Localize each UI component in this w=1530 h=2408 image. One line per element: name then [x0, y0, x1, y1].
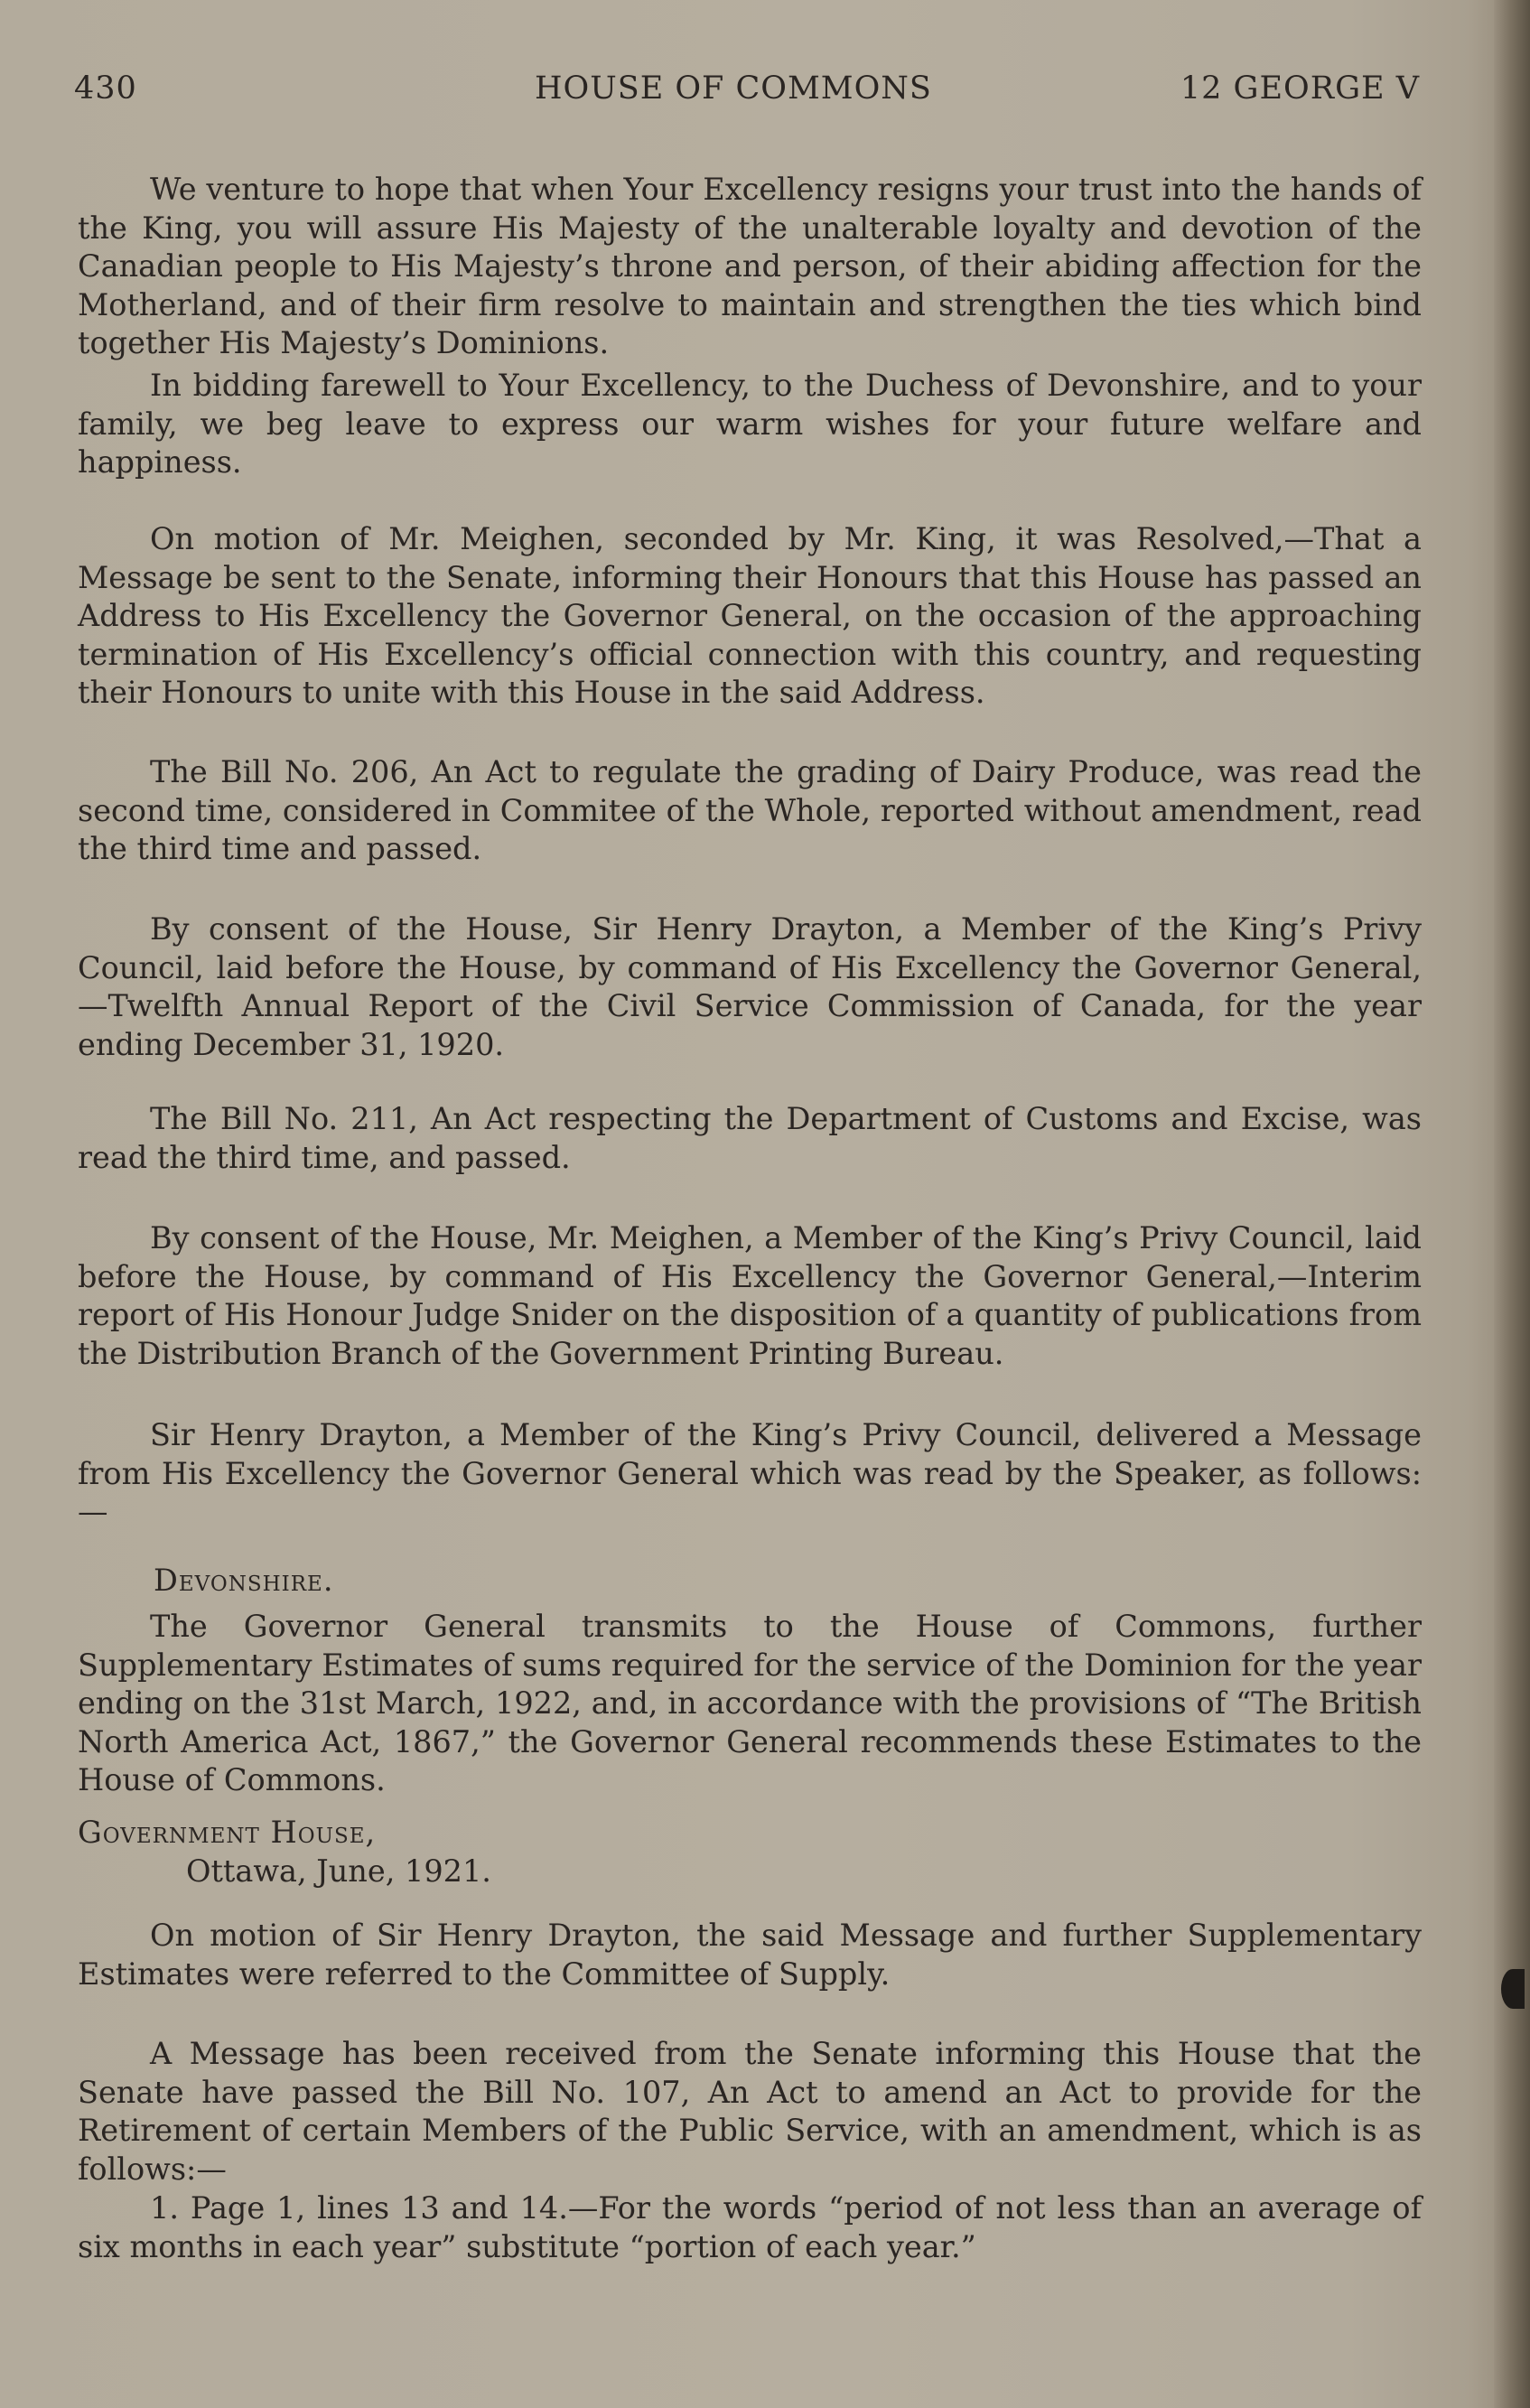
address-paragraph-farewell: In bidding farewell to Your Excellency, to the Duchess of Devonshire, and to your family, we beg leave to express our warm wishes for your future welfare and happiness.: [78, 368, 1422, 480]
signature-devonshire: Devonshire.: [154, 1563, 334, 1598]
supplementary-estimates-paragraph: The Governor General transmits to the House of Commons, further Supplementary Estimates of sums required for the service of the Dominion for the year ending on the 31st March, 1922, and, in accordance with the provisions of “The British North America Act, 1867,” the Governor General recommends these Estimates to the House of Commons.: [78, 1609, 1422, 1797]
amendment-paragraph: 1. Page 1, lines 13 and 14.—For the words “period of not less than an average of six months in each year” substitute “portion of each year.”: [78, 2190, 1422, 2264]
interim-report-paragraph: By consent of the House, Mr. Meighen, a Member of the King’s Privy Council, laid before the House, by command of His Excellency the Governor General,—Interim report of His Honour Judge Snider on the disposition of a quantity of publications from the Distribution Branch of the Government Printing Bureau.: [78, 1220, 1422, 1371]
motion-message-to-senate: On motion of Mr. Meighen, seconded by Mr. King, it was Resolved,—That a Message be sent to the Senate, informing their Honours that this House has passed an Address to His Excellency the Governor General, on the occasion of the approaching termination of His Excellency’s official connection with this country, and requesting their Honours to unite with this House in the said Address.: [78, 521, 1422, 710]
place-government-house: Government House,: [78, 1815, 377, 1850]
address-paragraph-loyalty: We venture to hope that when Your Excellency resigns your trust into the hands of the King, you will assure His Majesty of the unalterable loyalty and devotion of the Canadian people to His Majesty’s throne and person, of their abiding affection for the Motherland, and of their firm resolve to maintain and strengthen the ties which bind together His Majesty’s Dominions.: [78, 172, 1422, 360]
journal-title: HOUSE OF COMMONS: [535, 70, 932, 107]
running-header: [74, 70, 1420, 116]
binding-mark: [1501, 1969, 1525, 2009]
place-ottawa-date: Ottawa, June, 1921.: [186, 1853, 491, 1889]
book-spine-edge: [1494, 0, 1530, 2408]
page-number: 430: [74, 70, 137, 107]
bill-206-paragraph: The Bill No. 206, An Act to regulate the grading of Dairy Produce, was read the second time, considered in Commitee of the Whole, reported without amendment, read the third time and passed.: [78, 754, 1422, 866]
senate-message-paragraph: A Message has been received from the Senate informing this House that the Senate have passed the Bill No. 107, An Act to amend an Act to provide for the Retirement of certain Members of the Public Service, with an amendment, which is as follows:—: [78, 2036, 1422, 2187]
regnal-year: 12 GEORGE V: [1180, 70, 1420, 107]
civil-service-report-paragraph: By consent of the House, Sir Henry Drayton, a Member of the King’s Privy Council, laid before the House, by command of His Excellency the Governor General, —Twelfth Annual Report of the Civil Service Commission of Canada, for the year ending December 31, 1920.: [78, 911, 1422, 1062]
committee-of-supply-paragraph: On motion of Sir Henry Drayton, the said Message and further Supplementary Estimates were referred to the Committee of Supply.: [78, 1918, 1422, 1992]
governor-message-paragraph: Sir Henry Drayton, a Member of the King’s Privy Council, delivered a Message from His Excellency the Governor General which was read by the Speaker, as follows:—: [78, 1417, 1422, 1529]
bill-211-paragraph: The Bill No. 211, An Act respecting the Department of Customs and Excise, was read the third time, and passed.: [78, 1101, 1422, 1175]
